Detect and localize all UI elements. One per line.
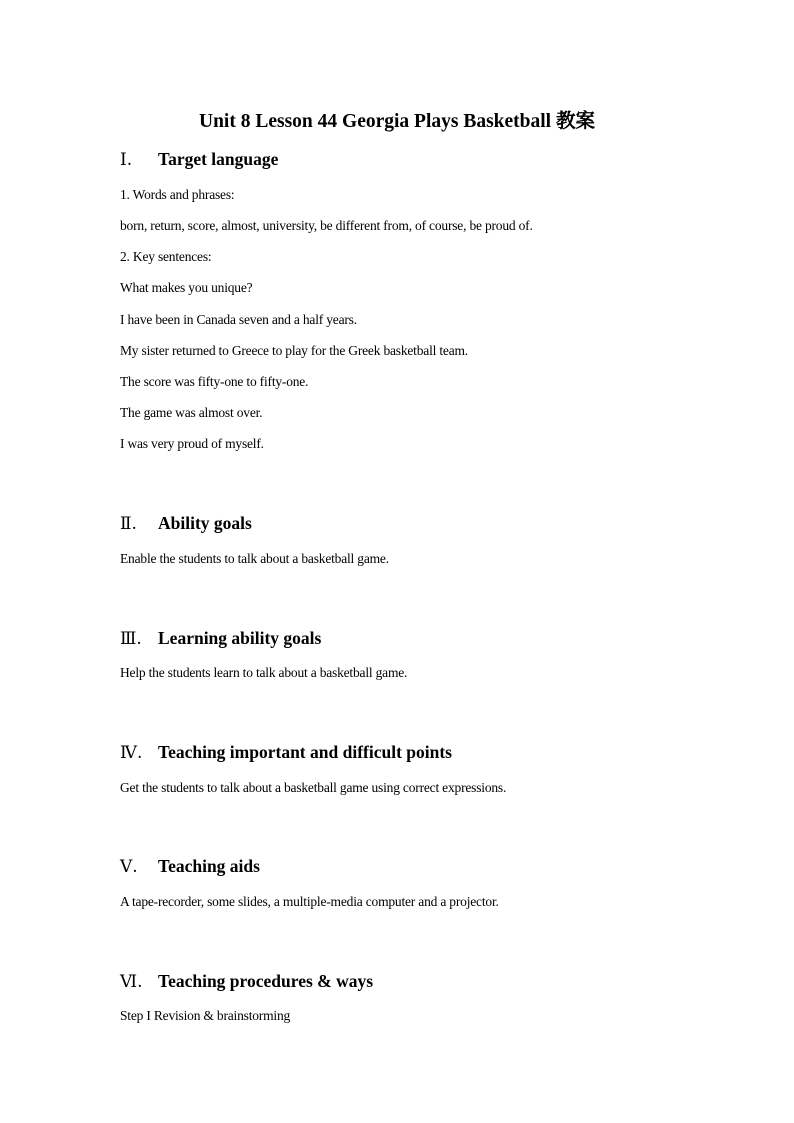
section-heading [120,971,373,992]
section-number: Ⅳ. [120,743,143,763]
paragraph-line: 1. Words and phrases: [120,187,235,202]
paragraph-line: Help the students learn to talk about a basketball game. [120,665,408,680]
section-heading [120,856,260,877]
paragraph-line: My sister returned to Greece to play for the Greek basketball team. [120,343,468,358]
section-heading [120,513,252,534]
section-heading [120,628,321,649]
section-heading [120,149,278,170]
document-title: Unit 8 Lesson 44 Georgia Plays Basketball 教案 [199,111,595,132]
section-heading [120,742,452,763]
section-number: Ⅵ. [120,972,143,992]
section-number: Ⅱ. [120,514,137,534]
paragraph-line: Get the students to talk about a basketball game using correct expressions. [120,780,507,795]
section-number: Ⅰ. [120,150,133,170]
section-number: Ⅲ. [120,629,142,649]
paragraph-line: I have been in Canada seven and a half years. [120,312,357,327]
section-title: Teaching important and difficult points [158,742,452,762]
section-title: Ability goals [158,513,252,533]
paragraph-line: I was very proud of myself. [120,436,264,451]
paragraph-line: A tape-recorder, some slides, a multiple-media computer and a projector. [120,894,499,909]
section-title: Teaching procedures & ways [158,971,374,991]
paragraph-line: The game was almost over. [120,405,263,420]
paragraph-line: The score was fifty-one to fifty-one. [120,374,309,389]
paragraph-line: 2. Key sentences: [120,249,212,264]
section-title: Learning ability goals [158,628,322,648]
paragraph-line: Enable the students to talk about a basketball game. [120,551,389,566]
section-title: Target language [158,149,279,169]
paragraph-line: Step I Revision & brainstorming [120,1008,291,1023]
paragraph-line: What makes you unique? [120,280,253,295]
paragraph-line: born, return, score, almost, university, be different from, of course, be proud of. [120,218,533,233]
section-title: Teaching aids [158,856,260,876]
section-number: Ⅴ. [120,857,138,877]
